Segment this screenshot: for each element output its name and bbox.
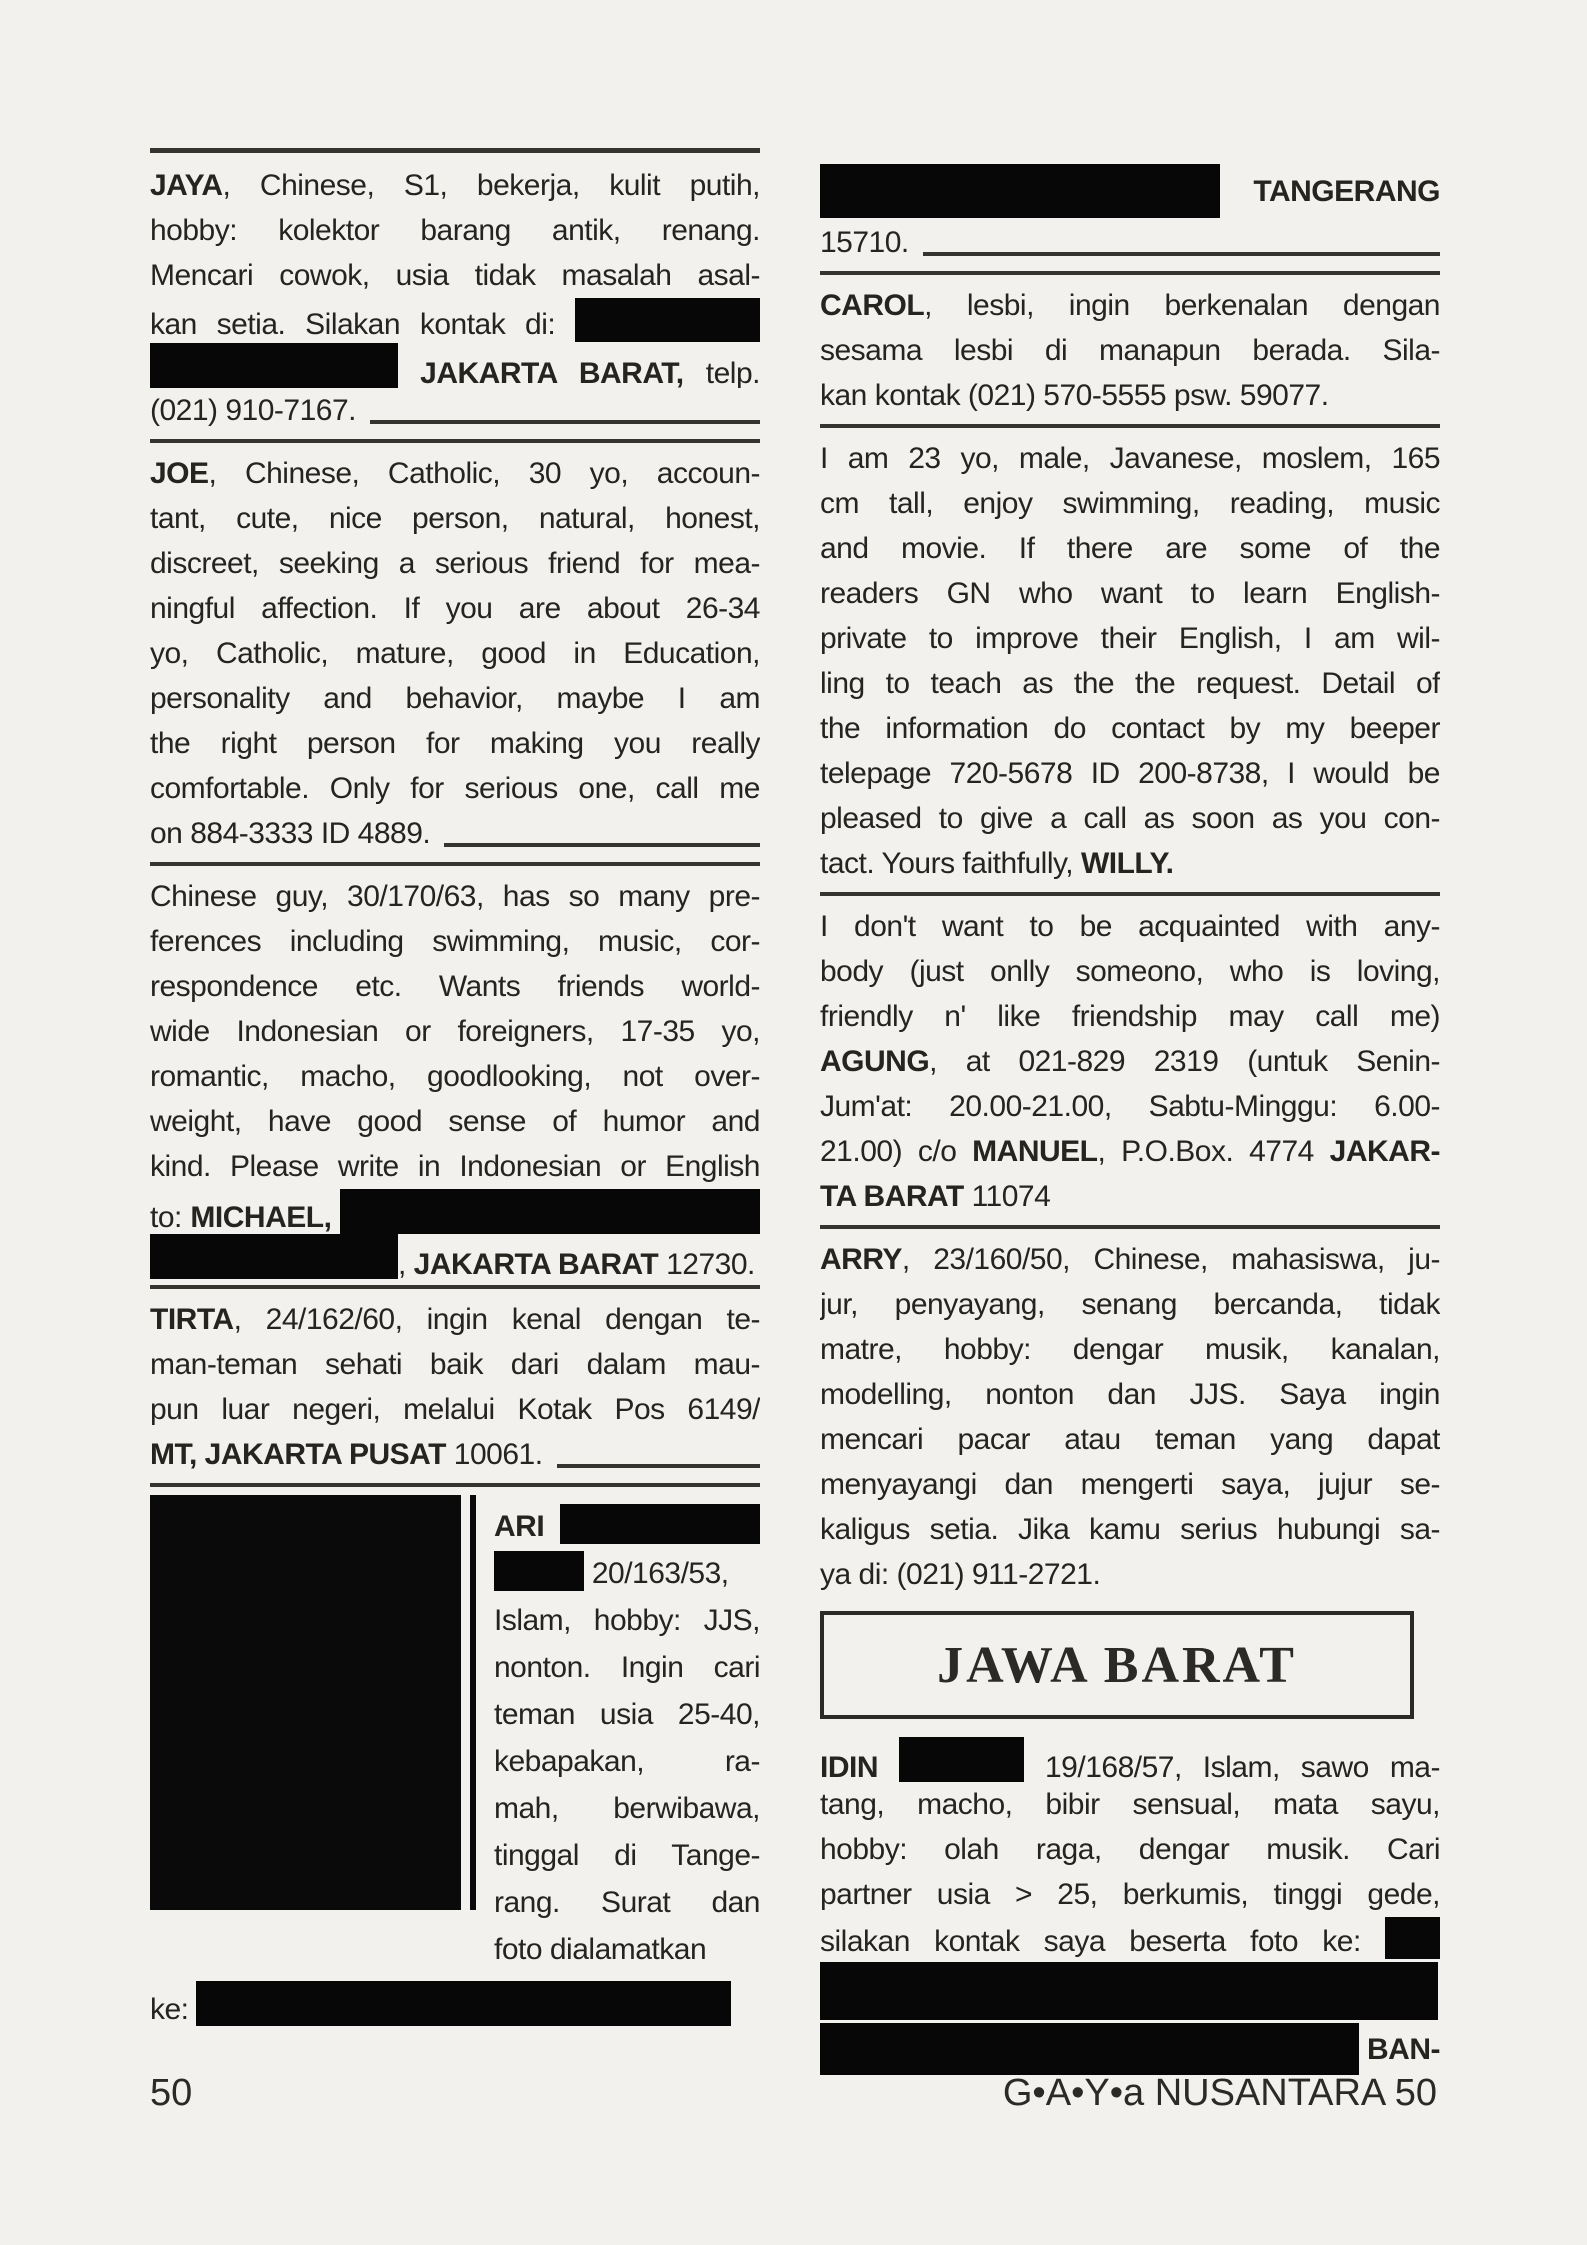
- ad-text: silakan kontak saya beserta foto ke:: [820, 1925, 1385, 1958]
- ad-text: [1359, 2027, 1367, 2072]
- ad-text: weight, have good sense of humor and: [150, 1105, 760, 1138]
- ad-text: mah, berwibawa,: [494, 1792, 760, 1825]
- ad-line: [820, 1782, 1440, 1827]
- ad-text: tang, macho, bibir sensual, mata sayu,: [820, 1788, 1440, 1821]
- ad-text: kan kontak (021) 570-5555 psw. 59077.: [820, 379, 1329, 412]
- ad-text: to:: [150, 1201, 191, 1234]
- ad-line: [150, 1432, 760, 1477]
- ad-line: [150, 631, 760, 676]
- ad-line: [494, 1926, 760, 1973]
- section-title: JAWA BARAT: [937, 1636, 1297, 1694]
- ad-line: [494, 1503, 760, 1550]
- ad-arry: [820, 1237, 1440, 1597]
- bold-text: JAKAR-: [1329, 1135, 1440, 1168]
- redaction-bar: [820, 2023, 1359, 2075]
- ad-line: [820, 841, 1440, 886]
- right-column: [820, 162, 1440, 2078]
- redaction-bar: [560, 1504, 760, 1544]
- ad-tangerang-cont: [820, 162, 1440, 265]
- ad-line: [820, 526, 1440, 571]
- ad-line: [820, 706, 1440, 751]
- ad-text: body (just onlly someono, who is loving,: [820, 955, 1440, 988]
- ad-line: [820, 994, 1440, 1039]
- redaction-bar: [150, 1234, 398, 1279]
- ad-text: ling to teach as the the request. Detail of: [820, 667, 1440, 700]
- ad-text: Jum'at: 20.00-21.00, Sabtu-Minggu: 6.00-: [820, 1090, 1440, 1123]
- ad-text: wide Indonesian or foreigners, 17-35 yo,: [150, 1015, 760, 1048]
- ad-text: [398, 357, 420, 388]
- ad-text: ,: [398, 1248, 414, 1279]
- ad-line: [820, 1084, 1440, 1129]
- ad-text: rang. Surat dan: [494, 1886, 760, 1919]
- ad-line: [150, 298, 760, 343]
- ad-text: 11074: [963, 1180, 1051, 1213]
- ad-text: Mencari cowok, usia tidak masalah asal-: [150, 259, 760, 292]
- ad-text: menyayangi dan mengerti saya, jujur se-: [820, 1468, 1440, 1501]
- ad-tirta: [150, 1297, 760, 1477]
- ad-line: [150, 964, 760, 1009]
- redaction-bar: [820, 1962, 1438, 2020]
- ad-jaya: [150, 163, 760, 433]
- ad-text: matre, hobby: dengar musik, kanalan,: [820, 1333, 1440, 1366]
- ad-line: [150, 676, 760, 721]
- ad-separator-rule: [150, 439, 760, 443]
- ad-text: kebapakan, ra-: [494, 1745, 760, 1778]
- ad-line: [820, 1917, 1440, 1962]
- photo-redacted: [150, 1495, 476, 1910]
- ad-line: [150, 721, 760, 766]
- ari-ad-row: [150, 1495, 760, 1973]
- ad-text: telp.: [683, 357, 760, 388]
- ad-separator-rule: [150, 1285, 760, 1289]
- ad-line: [820, 796, 1440, 841]
- ad-text: man-teman sehati baik dari dalam mau-: [150, 1348, 760, 1381]
- ad-text-group: [150, 811, 430, 856]
- ad-text: tact. Yours faithfully,: [820, 847, 1081, 880]
- ad-text: friendly n' like friendship may call me): [820, 1000, 1440, 1033]
- redaction-bar: [196, 1981, 731, 2026]
- bold-text: JAKARTA BARAT: [413, 1248, 659, 1279]
- ad-line: [494, 1785, 760, 1832]
- ad-text: ke:: [150, 1993, 197, 2026]
- ad-text: respondence etc. Wants friends world-: [150, 970, 760, 1003]
- ad-text: tant, cute, nice person, natural, honest,: [150, 502, 760, 535]
- ad-line: [820, 949, 1440, 994]
- trailing-rule: [370, 420, 760, 424]
- ad-text: and movie. If there are some of the: [820, 532, 1440, 565]
- ad-line: [150, 1189, 760, 1234]
- ad-line: [494, 1597, 760, 1644]
- bold-text: AGUNG: [820, 1045, 930, 1078]
- redaction-bar: [1385, 1917, 1440, 1959]
- trailing-rule: [923, 252, 1440, 256]
- ad-text: discreet, seeking a serious friend for mea-: [150, 547, 760, 580]
- ad-line: [150, 541, 760, 586]
- column-top-rule: [150, 148, 760, 153]
- bold-text: MT, JAKARTA PUSAT: [150, 1438, 446, 1471]
- ad-text: ya di: (021) 911-2721.: [820, 1558, 1101, 1591]
- trailing-rule: [444, 843, 760, 847]
- ad-line: [820, 1282, 1440, 1327]
- ad-text: 19/168/57, Islam, sawo ma-: [1024, 1751, 1440, 1782]
- ad-separator-rule: [150, 1483, 760, 1487]
- ad-text: mencari pacar atau teman yang dapat: [820, 1423, 1440, 1456]
- bold-text: JAYA: [150, 169, 223, 202]
- ad-line: [820, 1507, 1440, 1552]
- ad-line: [820, 904, 1440, 949]
- ad-text: comfortable. Only for serious one, call me: [150, 772, 760, 805]
- ad-idin: [820, 1737, 1440, 2078]
- ad-line: [150, 811, 760, 856]
- ad-line: [820, 1552, 1440, 1597]
- ad-line: [494, 1550, 760, 1597]
- ad-text: ferences including swimming, music, cor-: [150, 925, 760, 958]
- ad-line: [820, 571, 1440, 616]
- bold-text: ARI: [494, 1510, 545, 1543]
- ad-line: [150, 874, 760, 919]
- ad-line: [820, 1827, 1440, 1872]
- ad-line: [820, 1737, 1440, 1782]
- ad-text: kan setia. Silakan kontak di:: [150, 308, 575, 341]
- ad-line: [150, 1981, 760, 2026]
- bold-text: TA BARAT: [820, 1180, 964, 1213]
- ad-line: [150, 496, 760, 541]
- ad-text: 21.00) c/o: [820, 1135, 973, 1168]
- ad-line: [494, 1738, 760, 1785]
- trailing-rule: [557, 1464, 760, 1468]
- redaction-bar: [820, 164, 1220, 218]
- ad-line: [150, 1297, 760, 1342]
- ad-text: , at 021-829 2319 (untuk Senin-: [929, 1045, 1440, 1078]
- ad-line: [150, 208, 760, 253]
- ad-text: Chinese guy, 30/170/63, has so many pre-: [150, 880, 760, 913]
- ad-text: nonton. Ingin cari: [494, 1651, 760, 1684]
- ad-separator-rule: [820, 424, 1440, 428]
- ad-line: [150, 343, 760, 388]
- ad-ari: [150, 1495, 760, 2026]
- ad-line: [150, 1054, 760, 1099]
- ad-line: [820, 220, 1440, 265]
- ad-separator-rule: [150, 862, 760, 866]
- ad-line: [150, 1387, 760, 1432]
- ad-text: kaligus setia. Jika kamu serius hubungi sa-: [820, 1513, 1440, 1546]
- ad-text: readers GN who want to learn English-: [820, 577, 1440, 610]
- ad-text: , Chinese, Catholic, 30 yo, accoun-: [208, 457, 760, 490]
- bold-text: WILLY.: [1080, 847, 1174, 880]
- ad-text-group: [150, 1432, 543, 1477]
- ad-line: [820, 1417, 1440, 1462]
- left-column: [150, 148, 760, 2026]
- page-number: 50: [150, 2072, 193, 2114]
- bold-text: MANUEL: [972, 1135, 1098, 1168]
- ad-text: pun luar negeri, melalui Kotak Pos 6149/: [150, 1393, 760, 1426]
- ad-text: tinggal di Tange-: [494, 1839, 760, 1872]
- ad-line: [820, 1237, 1440, 1282]
- ad-text: 10061.: [445, 1438, 543, 1471]
- ad-chinese-guy: [150, 874, 760, 1279]
- ad-line: [150, 451, 760, 496]
- ad-text: foto dialamatkan: [494, 1933, 707, 1966]
- bold-text: TANGERANG: [1253, 174, 1440, 208]
- ad-text: yo, Catholic, mature, good in Education,: [150, 637, 760, 670]
- ad-text-group: [150, 388, 356, 433]
- ad-line: [820, 1129, 1440, 1174]
- ad-text: [1233, 169, 1241, 214]
- ad-joe: [150, 451, 760, 856]
- ad-text: partner usia > 25, berkumis, tinggi gede,: [820, 1878, 1440, 1911]
- ad-text: 20/163/53,: [584, 1557, 729, 1590]
- bold-text: MICHAEL,: [190, 1201, 332, 1234]
- ad-text: , 23/160/50, Chinese, mahasiswa, ju-: [901, 1243, 1440, 1276]
- bold-text: JOE: [150, 457, 209, 490]
- ad-text: , lesbi, ingin berkenalan dengan: [924, 289, 1440, 322]
- ad-line: [820, 436, 1440, 481]
- ad-text: hobby: olah raga, dengar musik. Cari: [820, 1833, 1440, 1866]
- ad-text: I am 23 yo, male, Javanese, moslem, 165: [820, 442, 1440, 475]
- ad-line: [820, 661, 1440, 706]
- ad-line: [150, 1099, 760, 1144]
- ad-line: [150, 586, 760, 631]
- ad-line: [820, 616, 1440, 661]
- ad-carol: [820, 283, 1440, 418]
- redaction-bar: [150, 343, 398, 388]
- ad-line: [820, 1372, 1440, 1417]
- ad-text: romantic, macho, goodlooking, not over-: [150, 1060, 760, 1093]
- bold-text: BAN-: [1367, 2032, 1440, 2066]
- redaction-bar: [494, 1551, 584, 1591]
- ad-line: [820, 162, 1440, 220]
- ad-line: [150, 766, 760, 811]
- ad-line: [820, 328, 1440, 373]
- ad-line: [820, 1174, 1440, 1219]
- bold-text: CAROL: [820, 289, 925, 322]
- ad-line: [820, 1039, 1440, 1084]
- underlined-text: [820, 1552, 1100, 1597]
- ad-line: [820, 1872, 1440, 1917]
- ad-separator-rule: [820, 271, 1440, 275]
- bold-text: JAKARTA BARAT,: [420, 357, 684, 388]
- ad-line: [150, 253, 760, 298]
- redaction-bar: [340, 1189, 760, 1234]
- ad-line: [150, 163, 760, 208]
- ad-text: on 884-3333 ID 4889.: [150, 817, 431, 850]
- ad-text: sesama lesbi di manapun berada. Sila-: [820, 334, 1440, 367]
- ad-line: [494, 1691, 760, 1738]
- ad-text: the information do contact by my beeper: [820, 712, 1440, 745]
- ad-text: Islam, hobby: JJS,: [494, 1604, 760, 1637]
- ad-line: [820, 2020, 1440, 2078]
- redaction-bar: [575, 298, 760, 342]
- ad-text: kind. Please write in Indonesian or English: [150, 1150, 760, 1183]
- ad-line: [150, 1009, 760, 1054]
- ad-line: [820, 751, 1440, 796]
- ad-text: (021) 910-7167.: [150, 394, 356, 427]
- ad-text: 12730.: [658, 1248, 755, 1279]
- ad-line: [820, 1962, 1440, 2020]
- ad-line: [150, 1144, 760, 1189]
- ad-text: pleased to give a call as soon as you con-: [820, 802, 1440, 835]
- ad-agung: [820, 904, 1440, 1219]
- ad-text: , P.O.Box. 4774: [1097, 1135, 1330, 1168]
- ad-text: jur, penyayang, senang bercanda, tidak: [820, 1288, 1440, 1321]
- ad-line: [820, 1462, 1440, 1507]
- ad-text: [878, 1751, 899, 1782]
- ari-ad-text: [494, 1495, 760, 1973]
- ad-text: 15710.: [820, 226, 909, 259]
- ad-line: [494, 1644, 760, 1691]
- ad-line: [494, 1832, 760, 1879]
- ad-text-group: [820, 220, 909, 265]
- ad-text: ningful affection. If you are about 26-34: [150, 592, 760, 625]
- ad-text: modelling, nonton dan JJS. Saya ingin: [820, 1378, 1440, 1411]
- ad-text: personality and behavior, maybe I am: [150, 682, 760, 715]
- ad-text: telepage 720-5678 ID 200-8738, I would be: [820, 757, 1440, 790]
- ad-text: teman usia 25-40,: [494, 1698, 760, 1731]
- ad-text: the right person for making you really: [150, 727, 760, 760]
- ad-text: [544, 1510, 560, 1543]
- ad-line: [820, 373, 1440, 418]
- ad-separator-rule: [820, 892, 1440, 896]
- bold-text: ARRY: [820, 1243, 902, 1276]
- ad-text: , Chinese, S1, bekerja, kulit putih,: [222, 169, 760, 202]
- ad-line: [820, 283, 1440, 328]
- ad-text: , 24/162/60, ingin kenal dengan te-: [233, 1303, 760, 1336]
- ad-separator-rule: [820, 1225, 1440, 1229]
- ad-line: [820, 481, 1440, 526]
- ad-line: [150, 919, 760, 964]
- bold-text: TIRTA: [150, 1303, 234, 1336]
- ad-text: I don't want to be acquainted with any-: [820, 910, 1440, 943]
- ad-text: cm tall, enjoy swimming, reading, music: [820, 487, 1440, 520]
- ad-text: hobby: kolektor barang antik, renang.: [150, 214, 760, 247]
- bold-text: IDIN: [820, 1751, 878, 1782]
- ad-line: [150, 1234, 760, 1279]
- ad-willy: [820, 436, 1440, 886]
- ad-line: [494, 1879, 760, 1926]
- redaction-bar: [899, 1737, 1024, 1782]
- ad-line: [150, 388, 760, 433]
- ad-text: [331, 1201, 340, 1234]
- ad-text: private to improve their English, I am wil-: [820, 622, 1440, 655]
- ad-line: [150, 1342, 760, 1387]
- ad-line: [820, 1327, 1440, 1372]
- section-header-jawa-barat: [820, 1611, 1414, 1719]
- magazine-footer: G•A•Y•a NUSANTARA 50: [1002, 2072, 1437, 2114]
